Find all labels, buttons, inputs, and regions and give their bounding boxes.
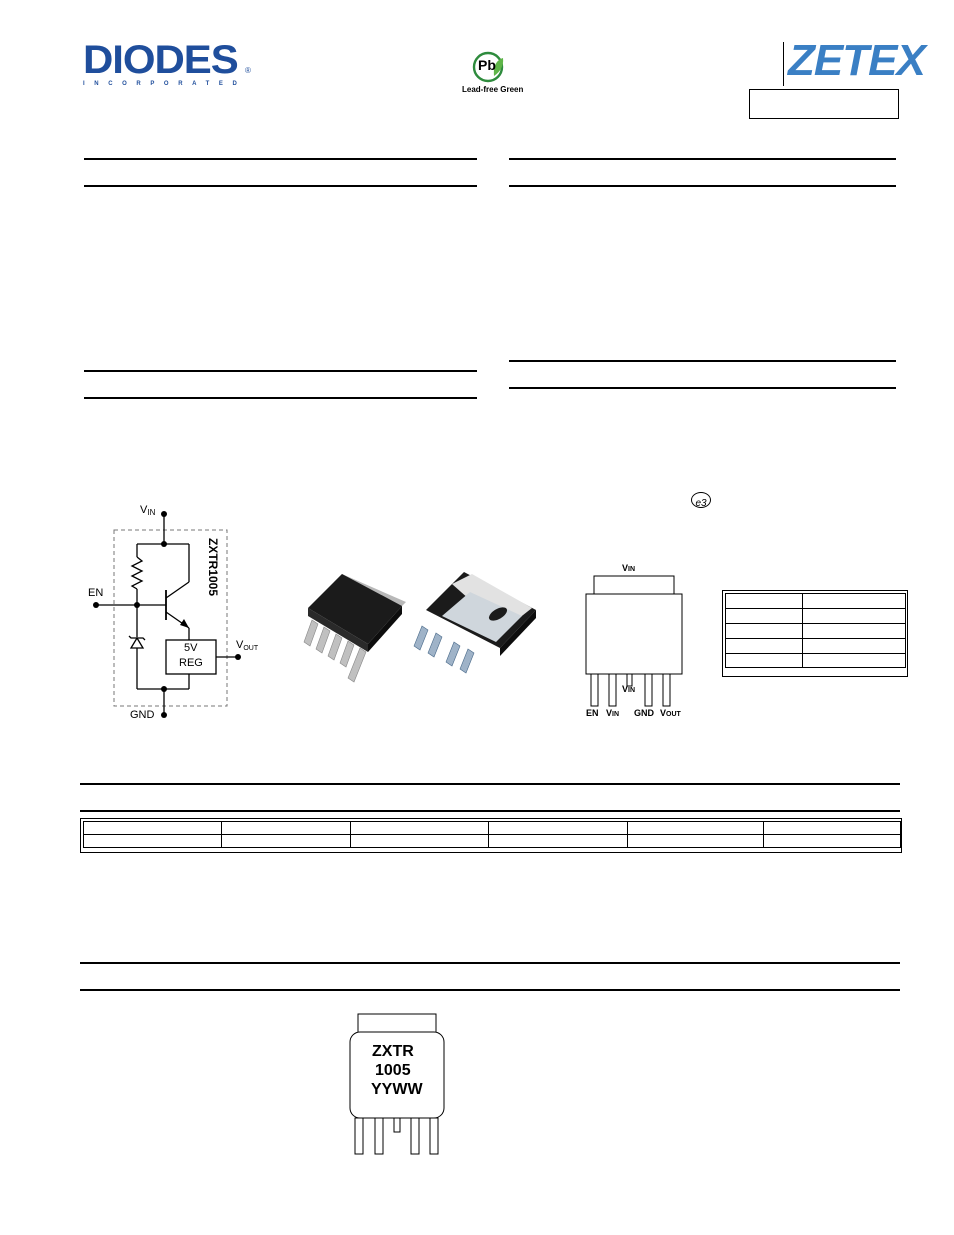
table-cell xyxy=(726,594,803,609)
section-rule xyxy=(509,158,896,160)
table-cell xyxy=(726,609,803,624)
table-cell xyxy=(351,835,489,848)
section-rule xyxy=(84,370,477,372)
ordering-table xyxy=(83,821,901,848)
vout-label xyxy=(236,639,258,652)
table-row xyxy=(84,822,901,835)
zetex-logo: ZETEX xyxy=(788,36,925,85)
pin-vin-label xyxy=(606,708,619,718)
section-rule xyxy=(80,962,900,964)
vout-label-main: V xyxy=(236,639,244,651)
marking-diagram xyxy=(346,1012,450,1157)
table-cell xyxy=(628,822,764,835)
table-cell xyxy=(803,624,906,639)
table-cell xyxy=(803,654,906,668)
pin-vin-label-main: V xyxy=(606,708,613,718)
pin-en-label: EN xyxy=(586,708,599,718)
table-row xyxy=(84,835,901,848)
pinout-tab-label-main: V xyxy=(622,563,629,573)
table-cell xyxy=(489,822,628,835)
table-cell xyxy=(726,654,803,668)
package-render-bottom xyxy=(412,570,540,690)
pinout-tab-label-sub: IN xyxy=(628,566,636,573)
gnd-label: GND xyxy=(130,709,155,721)
pin-vout-label xyxy=(660,708,681,718)
diodes-logo xyxy=(83,40,253,90)
table-row xyxy=(726,624,906,639)
device-label: ZXTR1005 xyxy=(206,538,220,597)
e3-mark-text: e3 xyxy=(695,498,707,509)
vout-label-sub: OUT xyxy=(243,645,259,652)
vin-label xyxy=(140,504,155,517)
table-cell xyxy=(222,835,351,848)
pinout-center-label-main: V xyxy=(622,684,629,694)
package-render-top xyxy=(298,570,408,690)
table-cell xyxy=(84,822,222,835)
marking-line-1: ZXTR xyxy=(372,1043,414,1060)
table-cell xyxy=(351,822,489,835)
table-cell xyxy=(764,835,901,848)
table-cell xyxy=(803,609,906,624)
pinout-diagram xyxy=(580,560,690,725)
table-row xyxy=(726,609,906,624)
pin-vin-label-sub: IN xyxy=(612,711,620,718)
lead-free-label: Lead-free Green xyxy=(462,85,524,94)
vin-label-sub: IN xyxy=(147,508,156,517)
pin-table xyxy=(725,593,906,668)
pb-text: Pb xyxy=(478,57,496,73)
table-cell xyxy=(803,639,906,654)
section-rule xyxy=(84,158,477,160)
table-cell xyxy=(726,624,803,639)
marking-line-2: 1005 xyxy=(375,1062,411,1079)
zetex-logo-divider xyxy=(783,42,784,86)
section-rule xyxy=(84,185,477,187)
table-row xyxy=(726,654,906,668)
en-label: EN xyxy=(88,587,104,599)
marking-line-3: YYWW xyxy=(371,1081,423,1098)
table-cell xyxy=(764,822,901,835)
table-cell xyxy=(628,835,764,848)
pinout-center-label xyxy=(622,684,635,694)
diodes-logo-reg: ® xyxy=(245,66,251,75)
section-rule xyxy=(80,989,900,991)
pin-gnd-label: GND xyxy=(634,708,654,718)
diodes-logo-text: DIODES xyxy=(83,38,238,82)
table-row xyxy=(726,639,906,654)
table-cell xyxy=(726,639,803,654)
diodes-logo-subtext: INCORPORATED xyxy=(83,81,247,87)
section-rule xyxy=(80,783,900,785)
pin-vout-label-main: V xyxy=(660,708,667,718)
section-rule xyxy=(80,810,900,812)
regulator-label-reg: REG xyxy=(179,657,203,669)
vin-label-main: V xyxy=(140,504,148,516)
pinout-center-label-sub: IN xyxy=(628,687,636,694)
table-row xyxy=(726,594,906,609)
table-cell xyxy=(803,594,906,609)
circuit-diagram xyxy=(84,502,269,724)
table-cell xyxy=(489,835,628,848)
table-cell xyxy=(84,835,222,848)
e3-mark xyxy=(691,492,711,508)
part-number-box xyxy=(749,89,899,119)
pinout-tab-label xyxy=(622,563,635,573)
section-rule xyxy=(509,387,896,389)
pin-vout-label-sub: OUT xyxy=(666,711,681,718)
table-cell xyxy=(222,822,351,835)
regulator-label-5v: 5V xyxy=(184,642,198,654)
section-rule xyxy=(509,360,896,362)
section-rule xyxy=(84,397,477,399)
pb-leaf-icon xyxy=(472,50,506,84)
section-rule xyxy=(509,185,896,187)
lead-free-green-logo xyxy=(460,48,532,96)
